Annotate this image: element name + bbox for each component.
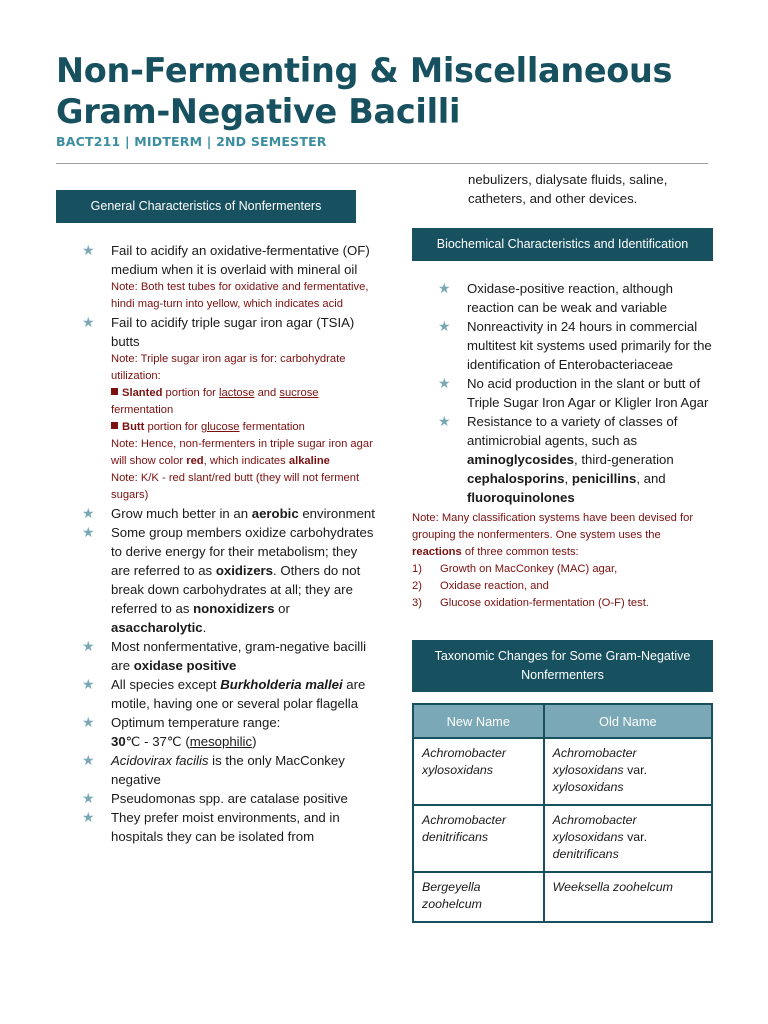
star-bullet-icon: ★ xyxy=(82,790,95,806)
column-header-new-name: New Name xyxy=(413,704,544,738)
list-item: ★ They prefer moist environments, and in hospitals they can be isolated from xyxy=(82,809,340,844)
star-bullet-icon: ★ xyxy=(82,752,95,768)
list-item: ★ Acidovirax facilis is the only MacConkey negative xyxy=(82,752,345,787)
list-item: ★ Some group members oxidize carbohydrates to derive energy for their metabolism; they are referred to as oxidizers. Others do not break down carbohydrates at all; they are referred to as nonoxidizers or asaccharolytic. xyxy=(82,524,374,635)
taxonomic-heading: Taxonomic Changes for Some Gram-Negative Nonfermenters xyxy=(412,640,713,692)
page-title: Non-Fermenting & Miscellaneous Gram-Negative Bacilli xyxy=(56,51,673,131)
table-cell: Weeksella zoohelcum xyxy=(544,872,712,922)
list-item-continuation: nebulizers, dialysate fluids, saline, catheters, and other devices. xyxy=(468,172,668,206)
list-item: ★ Nonreactivity in 24 hours in commercial multitest kit systems used primarily for the identification of Enterobacteriaceae xyxy=(438,318,712,372)
biochemical-list xyxy=(412,279,713,507)
star-bullet-icon: ★ xyxy=(438,280,451,296)
list-item: ★ All species except Burkholderia mallei are motile, having one or several polar flagella xyxy=(82,676,366,711)
star-bullet-icon: ★ xyxy=(82,638,95,654)
table-row xyxy=(413,805,712,872)
column-header-old-name: Old Name xyxy=(544,704,712,738)
list-item: 1) Growth on MacConkey (MAC) agar, xyxy=(412,563,618,575)
star-bullet-icon: ★ xyxy=(82,242,95,258)
classification-note: Note: Many classification systems have been devised for grouping the nonfermenters. One system uses the reactions of three common tests: xyxy=(412,512,694,558)
table-cell: Achromobacter xylosoxidans var. xylosoxidans xyxy=(544,738,712,805)
star-bullet-icon: ★ xyxy=(82,809,95,825)
table-cell: Bergeyella zoohelcum xyxy=(413,872,544,922)
list-item: ★ Pseudomonas spp. are catalase positive xyxy=(82,790,348,806)
note: Note: Both test tubes for oxidative and fermentative, hindi mag-turn into yellow, which indicates acid xyxy=(111,281,369,310)
page-subtitle: BACT211 | MIDTERM | 2ND SEMESTER xyxy=(56,134,327,149)
star-bullet-icon: ★ xyxy=(82,505,95,521)
list-item: 2) Oxidase reaction, and xyxy=(412,580,549,592)
list-item: ★ No acid production in the slant or butt of Triple Sugar Iron Agar or Kligler Iron Agar xyxy=(438,375,709,410)
star-bullet-icon: ★ xyxy=(82,314,95,330)
list-item: 3) Glucose oxidation-fermentation (O-F) test. xyxy=(412,597,649,609)
list-item: ★ Most nonfermentative, gram-negative bacilli are oxidase positive xyxy=(82,638,367,673)
note: Note: Triple sugar iron agar is for: carbohydrate utilization: Slanted portion for lactose and sucrose fermentation Butt portion for glucose fermentation Note: Hence, non-fermenters in triple sugar iron agar will show color red, which indicates alkaline Note: K/K - red slant/red butt (they will not ferment sugars) xyxy=(111,353,373,501)
table-cell: Achromobacter xylosoxidans xyxy=(413,738,544,805)
right-column xyxy=(412,170,713,923)
list-item: ★ Grow much better in an aerobic environment xyxy=(82,505,375,521)
star-bullet-icon: ★ xyxy=(438,375,451,391)
table-header-row xyxy=(413,704,712,738)
tests-list xyxy=(412,561,713,612)
list-item: ★ Resistance to a variety of classes of antimicrobial agents, such as aminoglycosides, third-generation cephalosporins, penicillins, and fluoroquinolones xyxy=(438,413,678,505)
table-cell: Achromobacter xylosoxidans var. denitrificans xyxy=(544,805,712,872)
square-bullet-icon xyxy=(111,388,118,395)
star-bullet-icon: ★ xyxy=(82,676,95,692)
list-item: ★ Fail to acidify an oxidative-fermentative (OF) medium when it is overlaid with mineral oil Note: Both test tubes for oxidative and fermentative, hindi mag-turn into yellow, which indicates acid xyxy=(56,241,376,313)
taxonomic-table xyxy=(412,703,713,923)
general-characteristics-section xyxy=(56,190,376,846)
square-bullet-icon xyxy=(111,422,118,429)
star-bullet-icon: ★ xyxy=(438,413,451,429)
star-bullet-icon: ★ xyxy=(438,318,451,334)
list-item: ★ Oxidase-positive reaction, although reaction can be weak and variable xyxy=(438,280,673,315)
table-row xyxy=(413,872,712,922)
list-item: ★ Fail to acidify triple sugar iron agar (TSIA) butts Note: Triple sugar iron agar is for: carbohydrate utilization: Slanted portion for lactose and sucrose fermentation Butt portion for glucose fermentation Note: Hence, non-fermenters in triple sugar iron agar will show color red, which indicates alkaline Note: K/K - red slant/red butt (they will not ferment sugars) xyxy=(56,313,376,504)
list-item: ★ Optimum temperature range: 30℃ - 37℃ (mesophilic) xyxy=(82,714,281,749)
star-bullet-icon: ★ xyxy=(82,714,95,730)
table-row xyxy=(413,738,712,805)
header-divider xyxy=(56,163,708,164)
general-characteristics-heading: General Characteristics of Nonfermenters xyxy=(56,190,356,223)
table-cell: Achromobacter denitrificans xyxy=(413,805,544,872)
star-bullet-icon: ★ xyxy=(82,524,95,540)
general-characteristics-list xyxy=(56,241,376,846)
biochemical-heading: Biochemical Characteristics and Identification xyxy=(412,228,713,261)
